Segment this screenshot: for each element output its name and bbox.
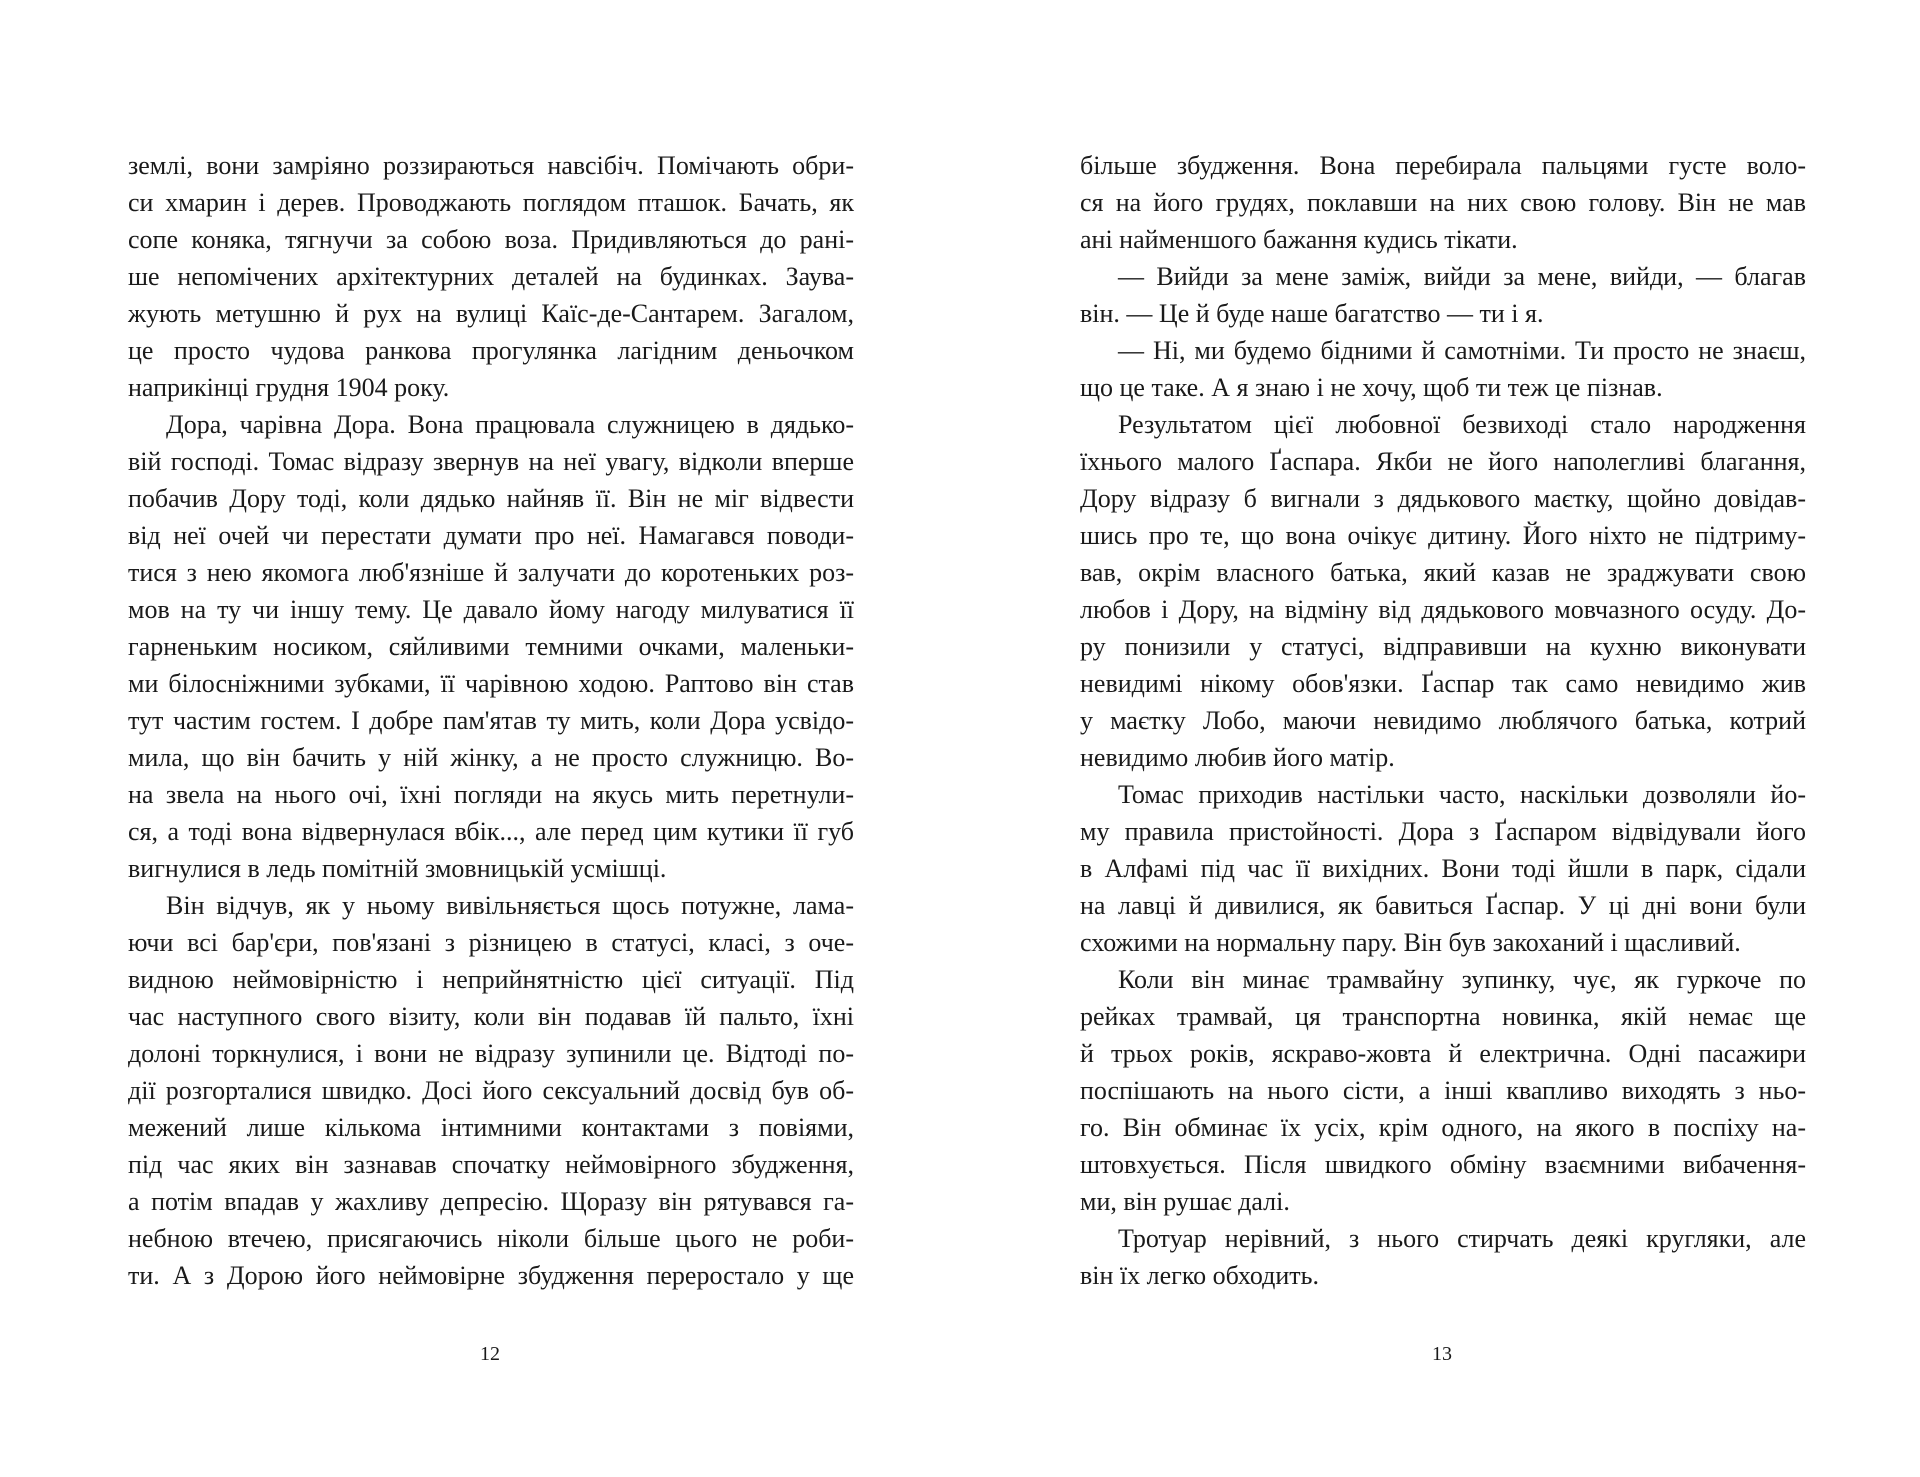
right-page — [1080, 147, 1806, 1294]
text-line: — Ні, ми будемо бідними й самотніми. Ти просто не знаєш, — [1118, 336, 1806, 365]
text-line: Тротуар нерівний, з нього стирчать деякі кругляки, але — [1118, 1224, 1806, 1253]
text-line: ми білосніжними зубками, її чарівною ходою. Раптово він став — [128, 669, 854, 698]
text-line: Коли він минає трамвайну зупинку, чує, як гуркоче по — [1118, 965, 1806, 994]
text-line: Результатом цієї любовної безвиході стало народження — [1118, 410, 1806, 439]
text-line: мов на ту чи іншу тему. Це давало йому нагоду милуватися її — [128, 595, 854, 624]
text-line: на лавці й дивилися, як бавиться Ґаспар. У ці дні вони були — [1080, 891, 1806, 920]
text-line: мила, що він бачить у ній жінку, а не просто служницю. Во- — [128, 743, 854, 772]
text-line: — Вийди за мене заміж, вийди за мене, вийди, — благав — [1118, 262, 1806, 291]
left-page — [128, 147, 854, 1294]
text-line: сопе коняка, тягнучи за собою воза. Придивляються до рані- — [128, 225, 854, 254]
text-line: си хмарин і дерев. Проводжають поглядом пташок. Бачать, як — [128, 188, 854, 217]
text-line: ся на його грудях, поклавши на них свою голову. Він не мав — [1080, 188, 1806, 217]
text-line: ся, а тоді вона відвернулася вбік..., але перед цим кутики її губ — [128, 817, 854, 846]
text-line: штовхується. Після швидкого обміну взаємними вибачення- — [1080, 1150, 1806, 1179]
text-line: ми, він рушає далі. — [1080, 1187, 1290, 1216]
text-line: рейках трамвай, ця транспортна новинка, якій немає ще — [1080, 1002, 1806, 1031]
text-line: любов і Дору, на відміну від дядькового мовчазного осуду. До- — [1080, 595, 1806, 624]
text-line: а потім впадав у жахливу депресію. Щоразу він рятувався га- — [128, 1187, 854, 1216]
text-line: го. Він обминає їх усіх, крім одного, на якого в поспіху на- — [1080, 1113, 1806, 1142]
text-line: він. — Це й буде наше багатство — ти і я. — [1080, 299, 1544, 328]
text-line: поспішають на нього сісти, а інші квапливо виходять з ньо- — [1080, 1076, 1806, 1105]
text-line: невидимі нікому обов'язки. Ґаспар так само невидимо жив — [1080, 669, 1806, 698]
text-line: ше непомічених архітектурних деталей на будинках. Заува- — [128, 262, 854, 291]
text-line: тися з нею якомога люб'язніше й залучати до коротеньких роз- — [128, 558, 854, 587]
text-line: на звела на нього очі, їхні погляди на якусь мить перетнули- — [128, 780, 854, 809]
text-line: вій господі. Томас відразу звернув на неї увагу, відколи вперше — [128, 447, 854, 476]
page-number-right: 13 — [1432, 1343, 1452, 1365]
text-line: Томас приходив настільки часто, наскільки дозволяли йо- — [1118, 780, 1806, 809]
text-line: й трьох років, яскраво-жовта й електрична. Одні пасажири — [1080, 1039, 1806, 1068]
text-line: ти. А з Дорою його неймовірне збудження переростало у ще — [128, 1261, 854, 1290]
text-line: що це таке. А я знаю і не хочу, щоб ти теж це пізнав. — [1080, 373, 1663, 402]
text-line: час наступного свого візиту, коли він подавав їй пальто, їхні — [128, 1002, 854, 1031]
text-line: вигнулися в ледь помітній змовницькій усмішці. — [128, 854, 667, 883]
text-line: схожими на нормальну пару. Він був закоханий і щасливий. — [1080, 928, 1741, 957]
text-line: наприкінці грудня 1904 року. — [128, 373, 450, 402]
page-number-left: 12 — [480, 1343, 500, 1365]
text-line: ру понизили у статусі, відправивши на кухню виконувати — [1080, 632, 1806, 661]
text-line: жують метушню й рух на вулиці Каїс-де-Сантарем. Загалом, — [128, 299, 854, 328]
text-line: в Алфамі під час її вихідних. Вони тоді йшли в парк, сідали — [1080, 854, 1806, 883]
text-line: гарненьким носиком, сяйливими темними очками, маленьки- — [128, 632, 854, 661]
text-line: побачив Дору тоді, коли дядько найняв її. Він не міг відвести — [128, 484, 854, 513]
text-line: вав, окрім власного батька, який казав не зраджувати свою — [1080, 558, 1806, 587]
text-line: шись про те, що вона очікує дитину. Його ніхто не підтриму- — [1080, 521, 1806, 550]
text-line: невидимо любив його матір. — [1080, 743, 1395, 772]
text-line: Він відчув, як у ньому вивільняється щось потужне, лама- — [166, 891, 854, 920]
text-line: небною втечею, присягаючись ніколи більше цього не роби- — [128, 1224, 854, 1253]
text-line: дії розгорталися швидко. Досі його сексуальний досвід був об- — [128, 1076, 854, 1105]
text-line: це просто чудова ранкова прогулянка лагідним деньочком — [128, 336, 854, 365]
text-line: від неї очей чи перестати думати про неї. Намагався поводи- — [128, 521, 854, 550]
text-line: Дора, чарівна Дора. Вона працювала служницею в дядько- — [166, 410, 854, 439]
text-line: більше збудження. Вона перебирала пальцями густе воло- — [1080, 151, 1806, 180]
text-line: Дору відразу б вигнали з дядькового маєтку, щойно довідав- — [1080, 484, 1806, 513]
text-line: під час яких він зазнавав спочатку неймовірного збудження, — [128, 1150, 854, 1179]
text-line: му правила пристойності. Дора з Ґаспаром відвідували його — [1080, 817, 1806, 846]
text-line: тут частим гостем. І добре пам'ятав ту мить, коли Дора усвідо- — [128, 706, 854, 735]
text-line: землі, вони замріяно роззираються навсібіч. Помічають обри- — [128, 151, 854, 180]
text-line: їхнього малого Ґаспара. Якби не його наполегливі благання, — [1080, 447, 1806, 476]
text-line: ані найменшого бажання кудись тікати. — [1080, 225, 1518, 254]
text-line: межений лише кількома інтимними контактами з повіями, — [128, 1113, 854, 1142]
text-line: він їх легко обходить. — [1080, 1261, 1319, 1290]
text-line: долоні торкнулися, і вони не відразу зупинили це. Відтоді по- — [128, 1039, 854, 1068]
text-line: видною неймовірністю і неприйнятністю цієї ситуації. Під — [128, 965, 854, 994]
text-line: у маєтку Лобо, маючи невидимо люблячого батька, котрий — [1080, 706, 1806, 735]
text-line: ючи всі бар'єри, пов'язані з різницею в статусі, класі, з оче- — [128, 928, 854, 957]
